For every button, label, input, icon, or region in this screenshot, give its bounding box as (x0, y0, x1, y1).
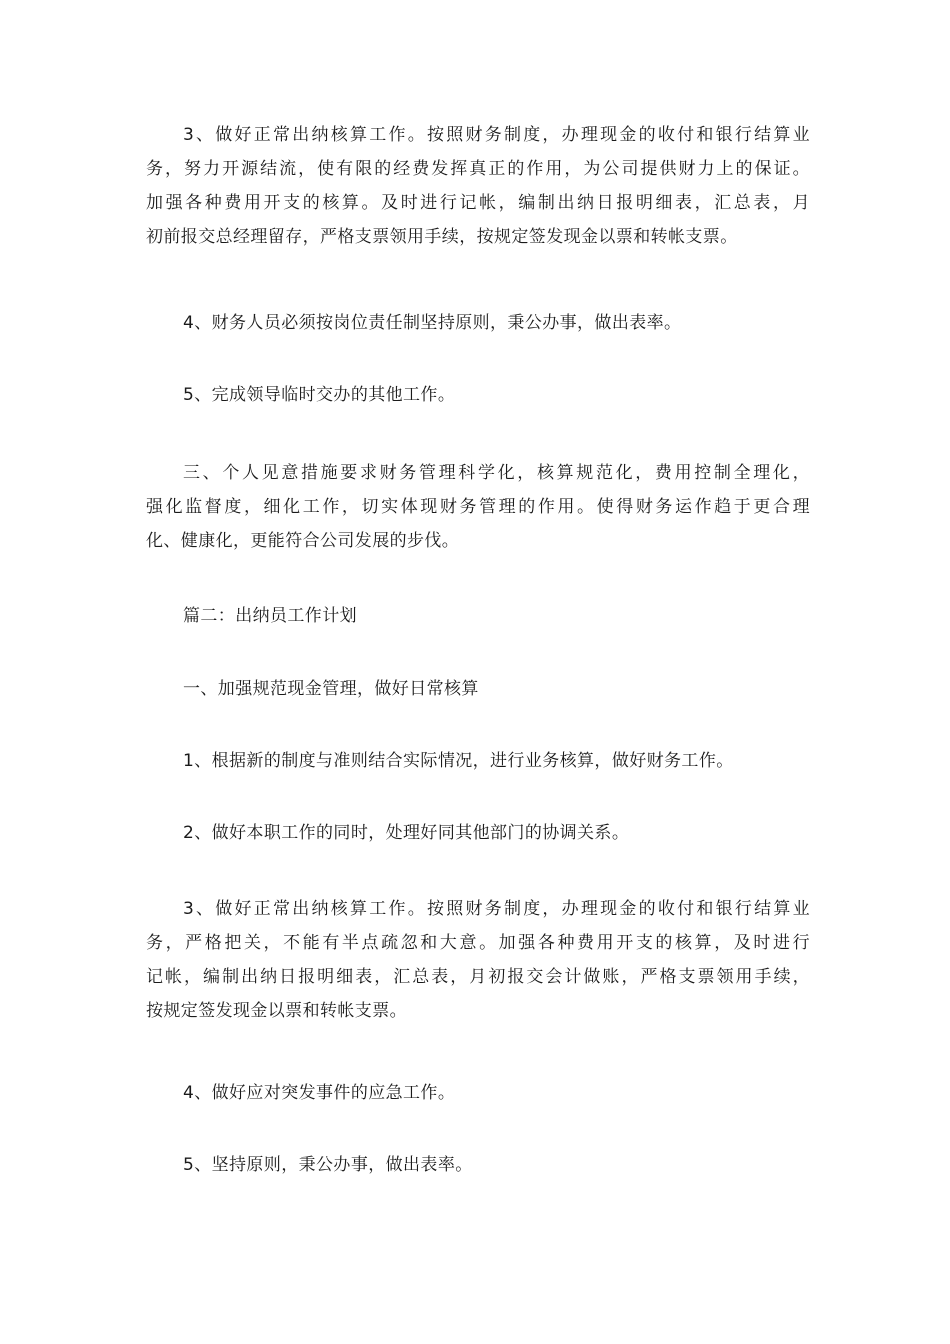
paragraph-staff-principle (146, 306, 810, 340)
paragraph-emergency (146, 1076, 810, 1110)
paragraph-line: 4、做好应对突发事件的应急工作。 (183, 1083, 456, 1103)
paragraph-other-tasks (146, 378, 810, 412)
section-heading-cash-management (146, 672, 810, 706)
paragraph-new-rules (146, 744, 810, 778)
paragraph-cashier-accounting (146, 118, 810, 254)
paragraph-line: 3、做好正常出纳核算工作。按照财务制度，办理现金的收付和银行结算业 (183, 899, 810, 919)
paragraph-line: 化、健康化，更能符合公司发展的步伐。 (146, 531, 460, 551)
paragraph-line: 务，严格把关，不能有半点疏忽和大意。加强各种费用开支的核算，及时进行 (146, 933, 810, 953)
paragraph-line: 强化监督度，细化工作，切实体现财务管理的作用。使得财务运作趋于更合理 (146, 497, 810, 517)
paragraph-cashier-accounting-2 (146, 892, 810, 1028)
paragraph-line: 一、加强规范现金管理，做好日常核算 (183, 679, 479, 699)
paragraph-principle (146, 1148, 810, 1182)
paragraph-line: 按规定签发现金以票和转帐支票。 (146, 1001, 407, 1021)
paragraph-line: 务，努力开源结流，使有限的经费发挥真正的作用，为公司提供财力上的保证。 (146, 159, 810, 179)
paragraph-line: 加强各种费用开支的核算。及时进行记帐，编制出纳日报明细表，汇总表，月 (146, 193, 810, 213)
paragraph-line: 4、财务人员必须按岗位责任制坚持原则，秉公办事，做出表率。 (183, 313, 682, 333)
paragraph-line: 2、做好本职工作的同时，处理好同其他部门的协调关系。 (183, 823, 630, 843)
paragraph-line: 5、完成领导临时交办的其他工作。 (183, 385, 456, 405)
paragraph-coordination (146, 816, 810, 850)
paragraph-line: 1、根据新的制度与准则结合实际情况，进行业务核算，做好财务工作。 (183, 751, 734, 771)
paragraph-line: 5、坚持原则，秉公办事，做出表率。 (183, 1155, 473, 1175)
paragraph-line: 初前报交总经理留存，严格支票领用手续，按规定签发现金以票和转帐支票。 (146, 227, 738, 247)
paragraph-line: 3、做好正常出纳核算工作。按照财务制度，办理现金的收付和银行结算业 (183, 125, 810, 145)
paragraph-personal-suggestions (146, 456, 810, 558)
paragraph-line: 三、个人见意措施要求财务管理科学化，核算规范化，费用控制全理化， (183, 463, 810, 483)
paragraph-line: 篇二：出纳员工作计划 (183, 606, 357, 626)
section-heading-part-two (146, 599, 810, 633)
paragraph-line: 记帐，编制出纳日报明细表，汇总表，月初报交会计做账，严格支票领用手续， (146, 967, 810, 987)
